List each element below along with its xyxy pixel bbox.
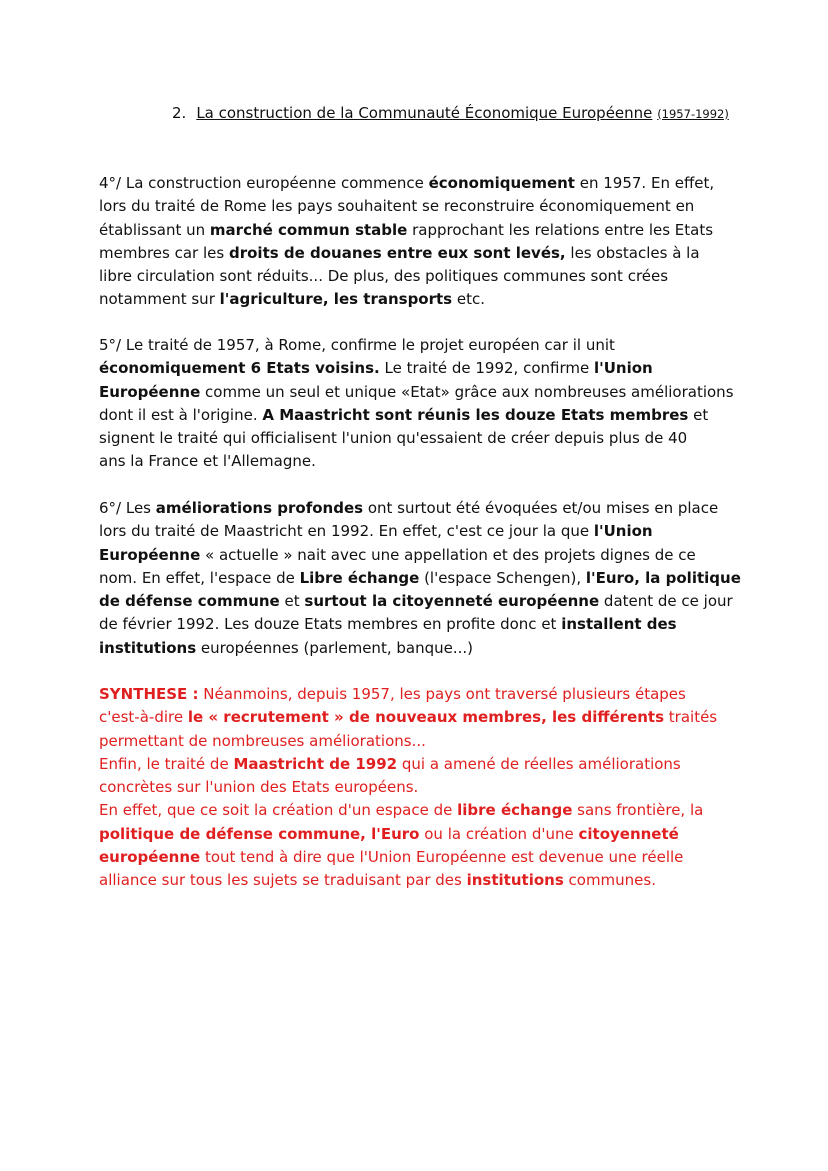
text-line (99, 753, 739, 776)
text-line (99, 242, 739, 265)
text-segment: établissant un (99, 220, 210, 239)
text-line (99, 172, 739, 195)
text-line (99, 288, 739, 311)
text-segment: Enfin, le traité de (99, 754, 234, 773)
text-line (99, 776, 739, 799)
text-segment: communes. (563, 871, 656, 890)
bold-text: Maastricht de 1992 (233, 754, 398, 773)
bold-text: installent des (561, 615, 677, 634)
bold-text: le « recrutement » de nouveaux membres, les différents (187, 708, 665, 727)
text-segment: permettant de nombreuses améliorations... (99, 731, 426, 750)
text-segment: concrètes sur l'union des Etats européens. (99, 778, 419, 797)
bold-text: marché commun stable (209, 220, 408, 239)
text-line (99, 195, 739, 218)
bold-text: l'agriculture, les transports (219, 290, 453, 309)
text-segment: et (279, 592, 305, 611)
text-segment: les obstacles à la (565, 243, 700, 262)
text-line (99, 357, 739, 380)
text-segment: ou la création d'une (419, 824, 579, 843)
bold-text: l'Euro, la politique (585, 568, 741, 587)
bold-text: Européenne (99, 545, 201, 564)
text-line (99, 404, 739, 427)
text-line (99, 846, 739, 869)
text-segment: Le traité de 1992, confirme (379, 359, 594, 378)
bold-text: libre échange (457, 801, 573, 820)
text-segment: datent de ce jour (599, 592, 733, 611)
text-segment: et (688, 405, 709, 424)
bold-text: droits de douanes entre eux sont levés, (228, 243, 566, 262)
section-heading (172, 104, 729, 122)
paragraph-5 (99, 334, 739, 474)
text-segment: ont surtout été évoquées et/ou mises en place (363, 499, 719, 517)
bold-text: citoyenneté (578, 824, 679, 843)
bold-text: l'Union (593, 522, 653, 541)
text-line (99, 219, 739, 242)
text-segment: tout tend à dire que l'Union Européenne est devenue une réelle (200, 848, 684, 867)
text-segment: membres car les (99, 243, 229, 262)
text-segment: « actuelle » nait avec une appellation et des projets dignes de ce (200, 545, 696, 564)
text-segment: ans la France et l'Allemagne. (99, 452, 316, 471)
text-line (99, 520, 739, 543)
heading-number: 2. (172, 104, 187, 122)
text-line (99, 637, 739, 660)
text-segment: comme un seul et unique «Etat» grâce aux nombreuses améliorations (200, 382, 734, 401)
bold-text: politique de défense commune, l'Euro (99, 824, 420, 843)
text-segment: sans frontière, la (572, 801, 704, 820)
text-line (99, 613, 739, 636)
text-line (99, 450, 739, 473)
bold-text: surtout la citoyenneté européenne (304, 592, 600, 611)
text-line (99, 590, 739, 613)
paragraph-6 (99, 497, 739, 660)
text-segment: libre circulation sont réduits... De plus, des politiques communes sont crées (99, 267, 669, 286)
text-line (99, 799, 739, 822)
bold-text: institutions (466, 871, 564, 890)
text-segment: en 1957. En effet, (574, 174, 715, 192)
bold-text: de défense commune (99, 592, 280, 611)
bold-text: SYNTHESE : (99, 685, 199, 703)
text-segment: lors du traité de Maastricht en 1992. En effet, c'est ce jour la que (99, 522, 594, 541)
bold-text: l'Union (593, 359, 653, 378)
text-segment: En effet, que ce soit la création d'un espace de (99, 801, 458, 820)
text-line (99, 823, 739, 846)
text-segment: 4°/ La construction européenne commence (99, 174, 429, 192)
text-line (99, 869, 739, 892)
bold-text: économiquement 6 Etats voisins. (99, 359, 380, 378)
text-line (99, 334, 739, 357)
bold-text: institutions (99, 638, 197, 657)
text-segment: Néanmoins, depuis 1957, les pays ont traversé plusieurs étapes (198, 685, 686, 703)
text-segment: nom. En effet, l'espace de (99, 568, 300, 587)
heading-title: La construction de la Communauté Économique Européenne (196, 104, 653, 122)
bold-text: européenne (99, 848, 201, 867)
bold-text: économiquement (428, 174, 575, 192)
text-line (99, 265, 739, 288)
text-line (99, 567, 739, 590)
text-segment: alliance sur tous les sujets se traduisant par des (99, 871, 467, 890)
text-segment: lors du traité de Rome les pays souhaitent se reconstruire économiquement en (99, 197, 695, 216)
text-segment: signent le traité qui officialisent l'union qu'essaient de créer depuis plus de 40 (99, 429, 688, 448)
bold-text: améliorations profondes (155, 499, 364, 517)
text-line (99, 497, 739, 520)
heading-years: (1957-1992) (657, 107, 729, 121)
text-segment: traités (664, 708, 718, 727)
synthese-paragraph (99, 683, 739, 893)
bold-text: Libre échange (299, 568, 420, 587)
text-line (99, 381, 739, 404)
text-segment: (l'espace Schengen), (419, 568, 586, 587)
text-segment: etc. (452, 290, 486, 309)
text-segment: notamment sur (99, 290, 220, 309)
text-line (99, 730, 739, 753)
text-segment: rapprochant les relations entre les Etats (407, 220, 714, 239)
bold-text: Européenne (99, 382, 201, 401)
text-line (99, 427, 739, 450)
text-segment: c'est-à-dire (99, 708, 188, 727)
text-segment: dont il est à l'origine. (99, 405, 263, 424)
text-segment: de février 1992. Les douze Etats membres en profite donc et (99, 615, 562, 634)
text-segment: 6°/ Les (99, 499, 156, 517)
text-segment: 5°/ Le traité de 1957, à Rome, confirme le projet européen car il unit (99, 336, 615, 354)
bold-text: A Maastricht sont réunis les douze Etats membres (262, 405, 689, 424)
text-segment: qui a amené de réelles améliorations (397, 754, 681, 773)
paragraph-4 (99, 172, 739, 312)
text-line (99, 683, 739, 706)
text-line (99, 706, 739, 729)
text-line (99, 544, 739, 567)
text-segment: européennes (parlement, banque...) (196, 638, 473, 657)
